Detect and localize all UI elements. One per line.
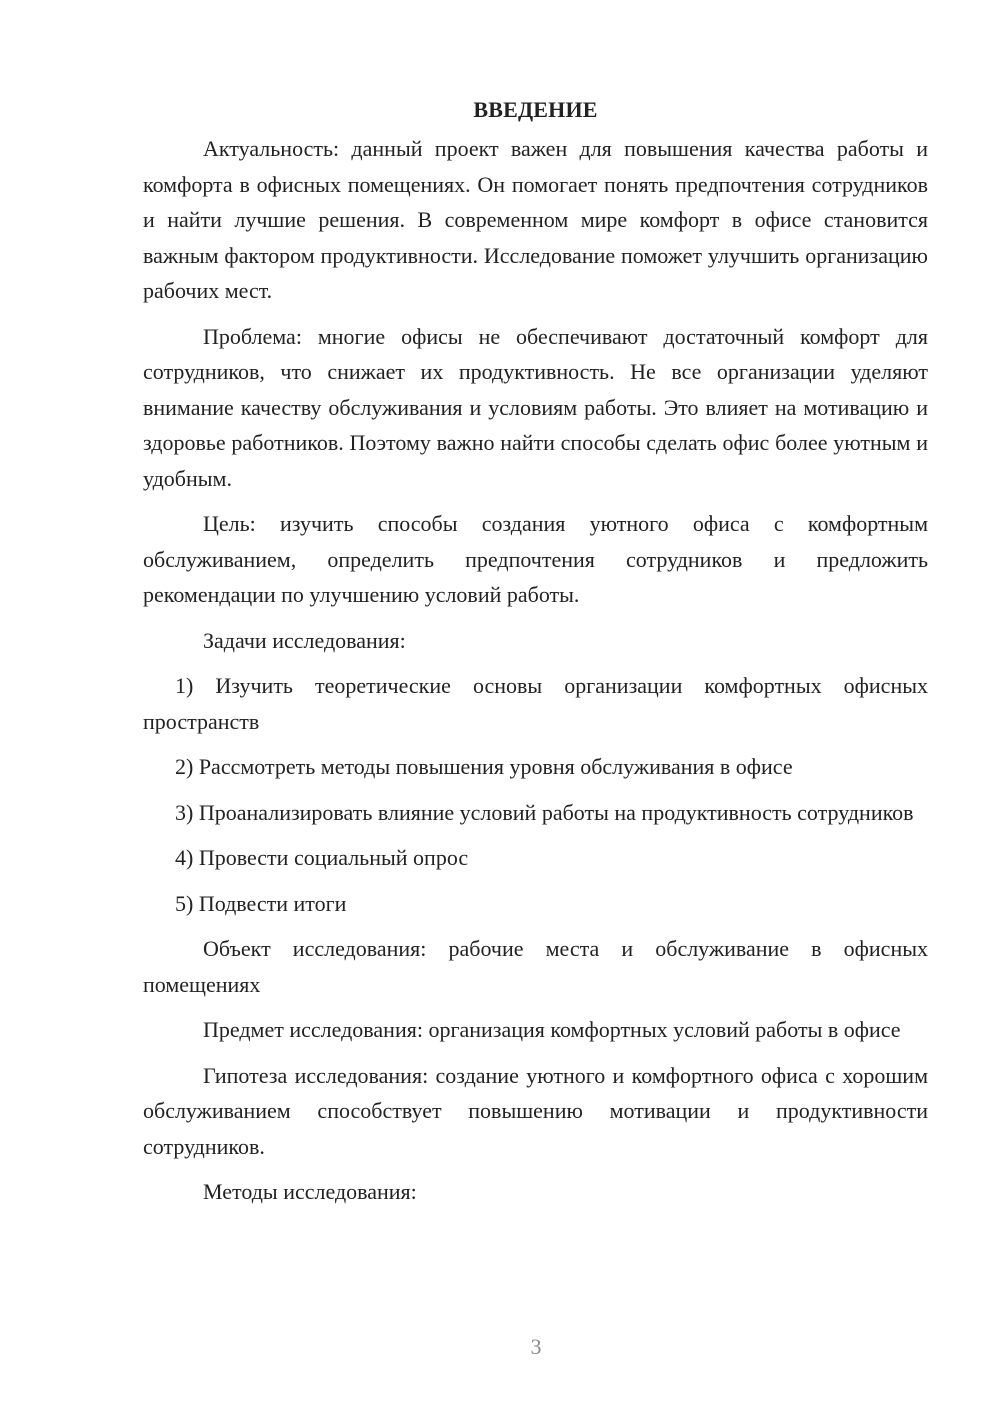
tasks-list: [143, 668, 928, 921]
object-paragraph: Объект исследования: рабочие места и обслуживание в офисных помещениях: [143, 936, 928, 997]
list-item: 2) Рассмотреть методы повышения уровня обслуживания в офисе: [175, 754, 793, 779]
page-number: 3: [530, 1334, 542, 1359]
problem-paragraph: Проблема: многие офисы не обеспечивают достаточный комфорт для сотрудников, что снижает их продуктивность. Не все организации уделяют внимание качеству обслуживания и условиям работы. Это влияет на мотивацию и здоровье работников. Поэтому важно найти способы сделать офис более уютным и удобным.: [143, 323, 928, 491]
list-item: 4) Провести социальный опрос: [175, 845, 469, 870]
document-page: [143, 95, 928, 1220]
relevance-paragraph: Актуальность: данный проект важен для повышения качества работы и комфорта в офисных помещениях. Он помогает понять предпочтения сотрудников и найти лучшие решения. В современном мире комфорт в офисе становится важным фактором продуктивности. Исследование поможет улучшить организацию рабочих мест.: [143, 136, 928, 303]
list-item: 3) Проанализировать влияние условий работы на продуктивность сотрудников: [175, 799, 914, 825]
page-title: ВВЕДЕНИЕ: [473, 97, 598, 122]
hypothesis-paragraph: Гипотеза исследования: создание уютного и комфортного офиса с хорошим обслуживанием способствует повышению мотивации и продуктивности сотрудников.: [143, 1062, 928, 1159]
list-item: 5) Подвести итоги: [175, 890, 347, 916]
tasks-heading: Задачи исследования:: [203, 627, 406, 653]
methods-heading: Методы исследования:: [203, 1179, 417, 1204]
subject-paragraph: Предмет исследования: организация комфортных условий работы в офисе: [203, 1017, 901, 1042]
list-item: 1) Изучить теоретические основы организации комфортных офисных пространств: [143, 673, 928, 734]
goal-paragraph: Цель: изучить способы создания уютного офиса с комфортным обслуживанием, определить предпочтения сотрудников и предложить рекомендации по улучшению условий работы.: [143, 511, 928, 607]
